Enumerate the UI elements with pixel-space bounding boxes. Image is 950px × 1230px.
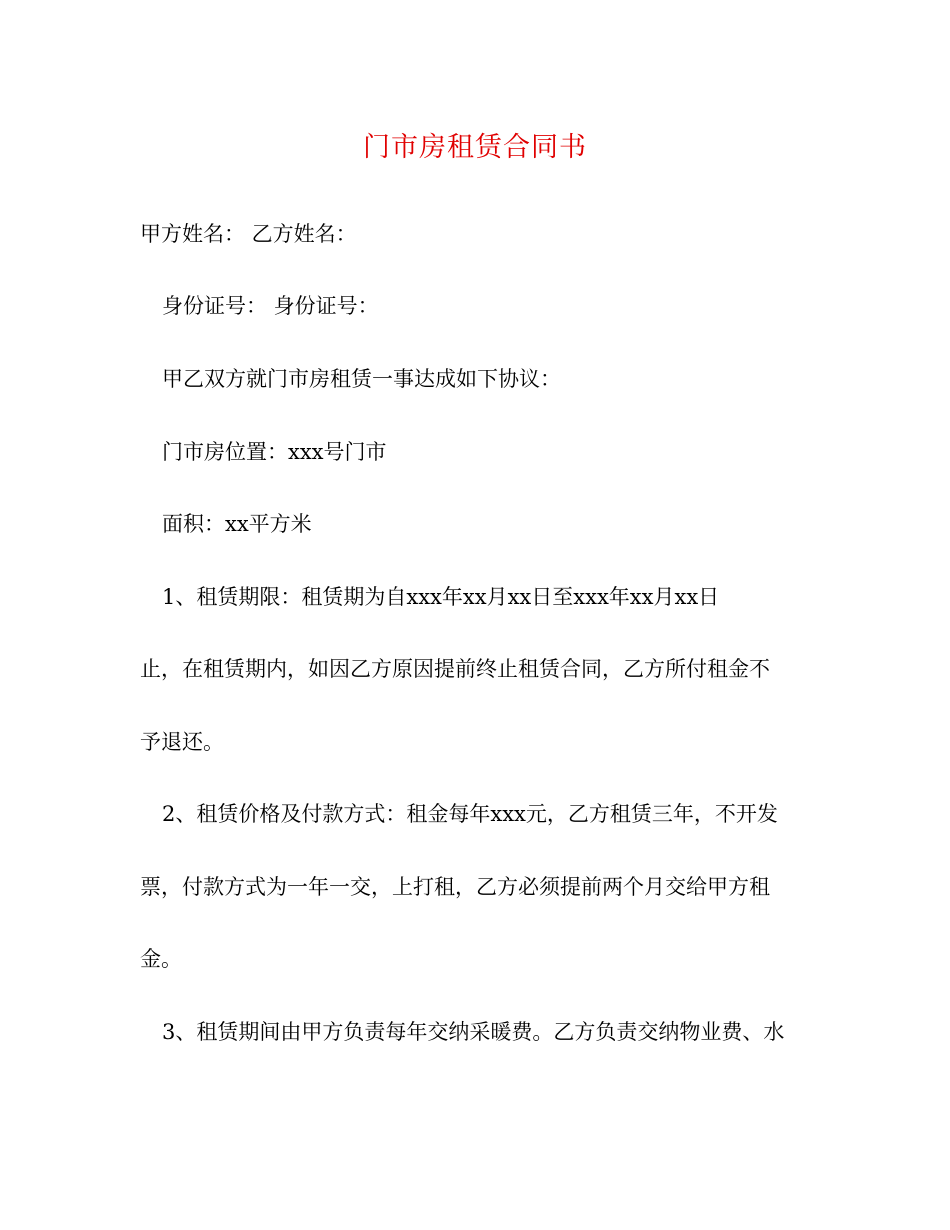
- clause-2-line-1: 2、租赁价格及付款方式：租金每年xxx元，乙方租赁三年，不开发: [162, 802, 778, 826]
- id-number-line: 身份证号： 身份证号：: [162, 294, 379, 318]
- document-title: 门市房租赁合同书: [363, 132, 587, 163]
- clause-2-line-2: 票，付款方式为一年一交，上打租，乙方必须提前两个月交给甲方租: [140, 875, 770, 899]
- clause-1-line-2: 止，在租赁期内，如因乙方原因提前终止租赁合同，乙方所付租金不: [140, 657, 770, 681]
- party-names-line: 甲方姓名： 乙方姓名：: [140, 222, 357, 246]
- clause-2-line-3: 金。: [140, 947, 182, 971]
- clause-3-line-1: 3、租赁期间由甲方负责每年交纳采暖费。乙方负责交纳物业费、水: [162, 1020, 785, 1044]
- clause-1-line-1: 1、租赁期限：租赁期为自xxx年xx月xx日至xxx年xx月xx日: [162, 585, 720, 609]
- agreement-intro-line: 甲乙双方就门市房租赁一事达成如下协议：: [162, 367, 561, 391]
- clause-1-line-3: 予退还。: [140, 730, 224, 754]
- shop-location-line: 门市房位置：xxx号门市: [162, 440, 387, 464]
- area-line: 面积：xx平方米: [162, 512, 312, 536]
